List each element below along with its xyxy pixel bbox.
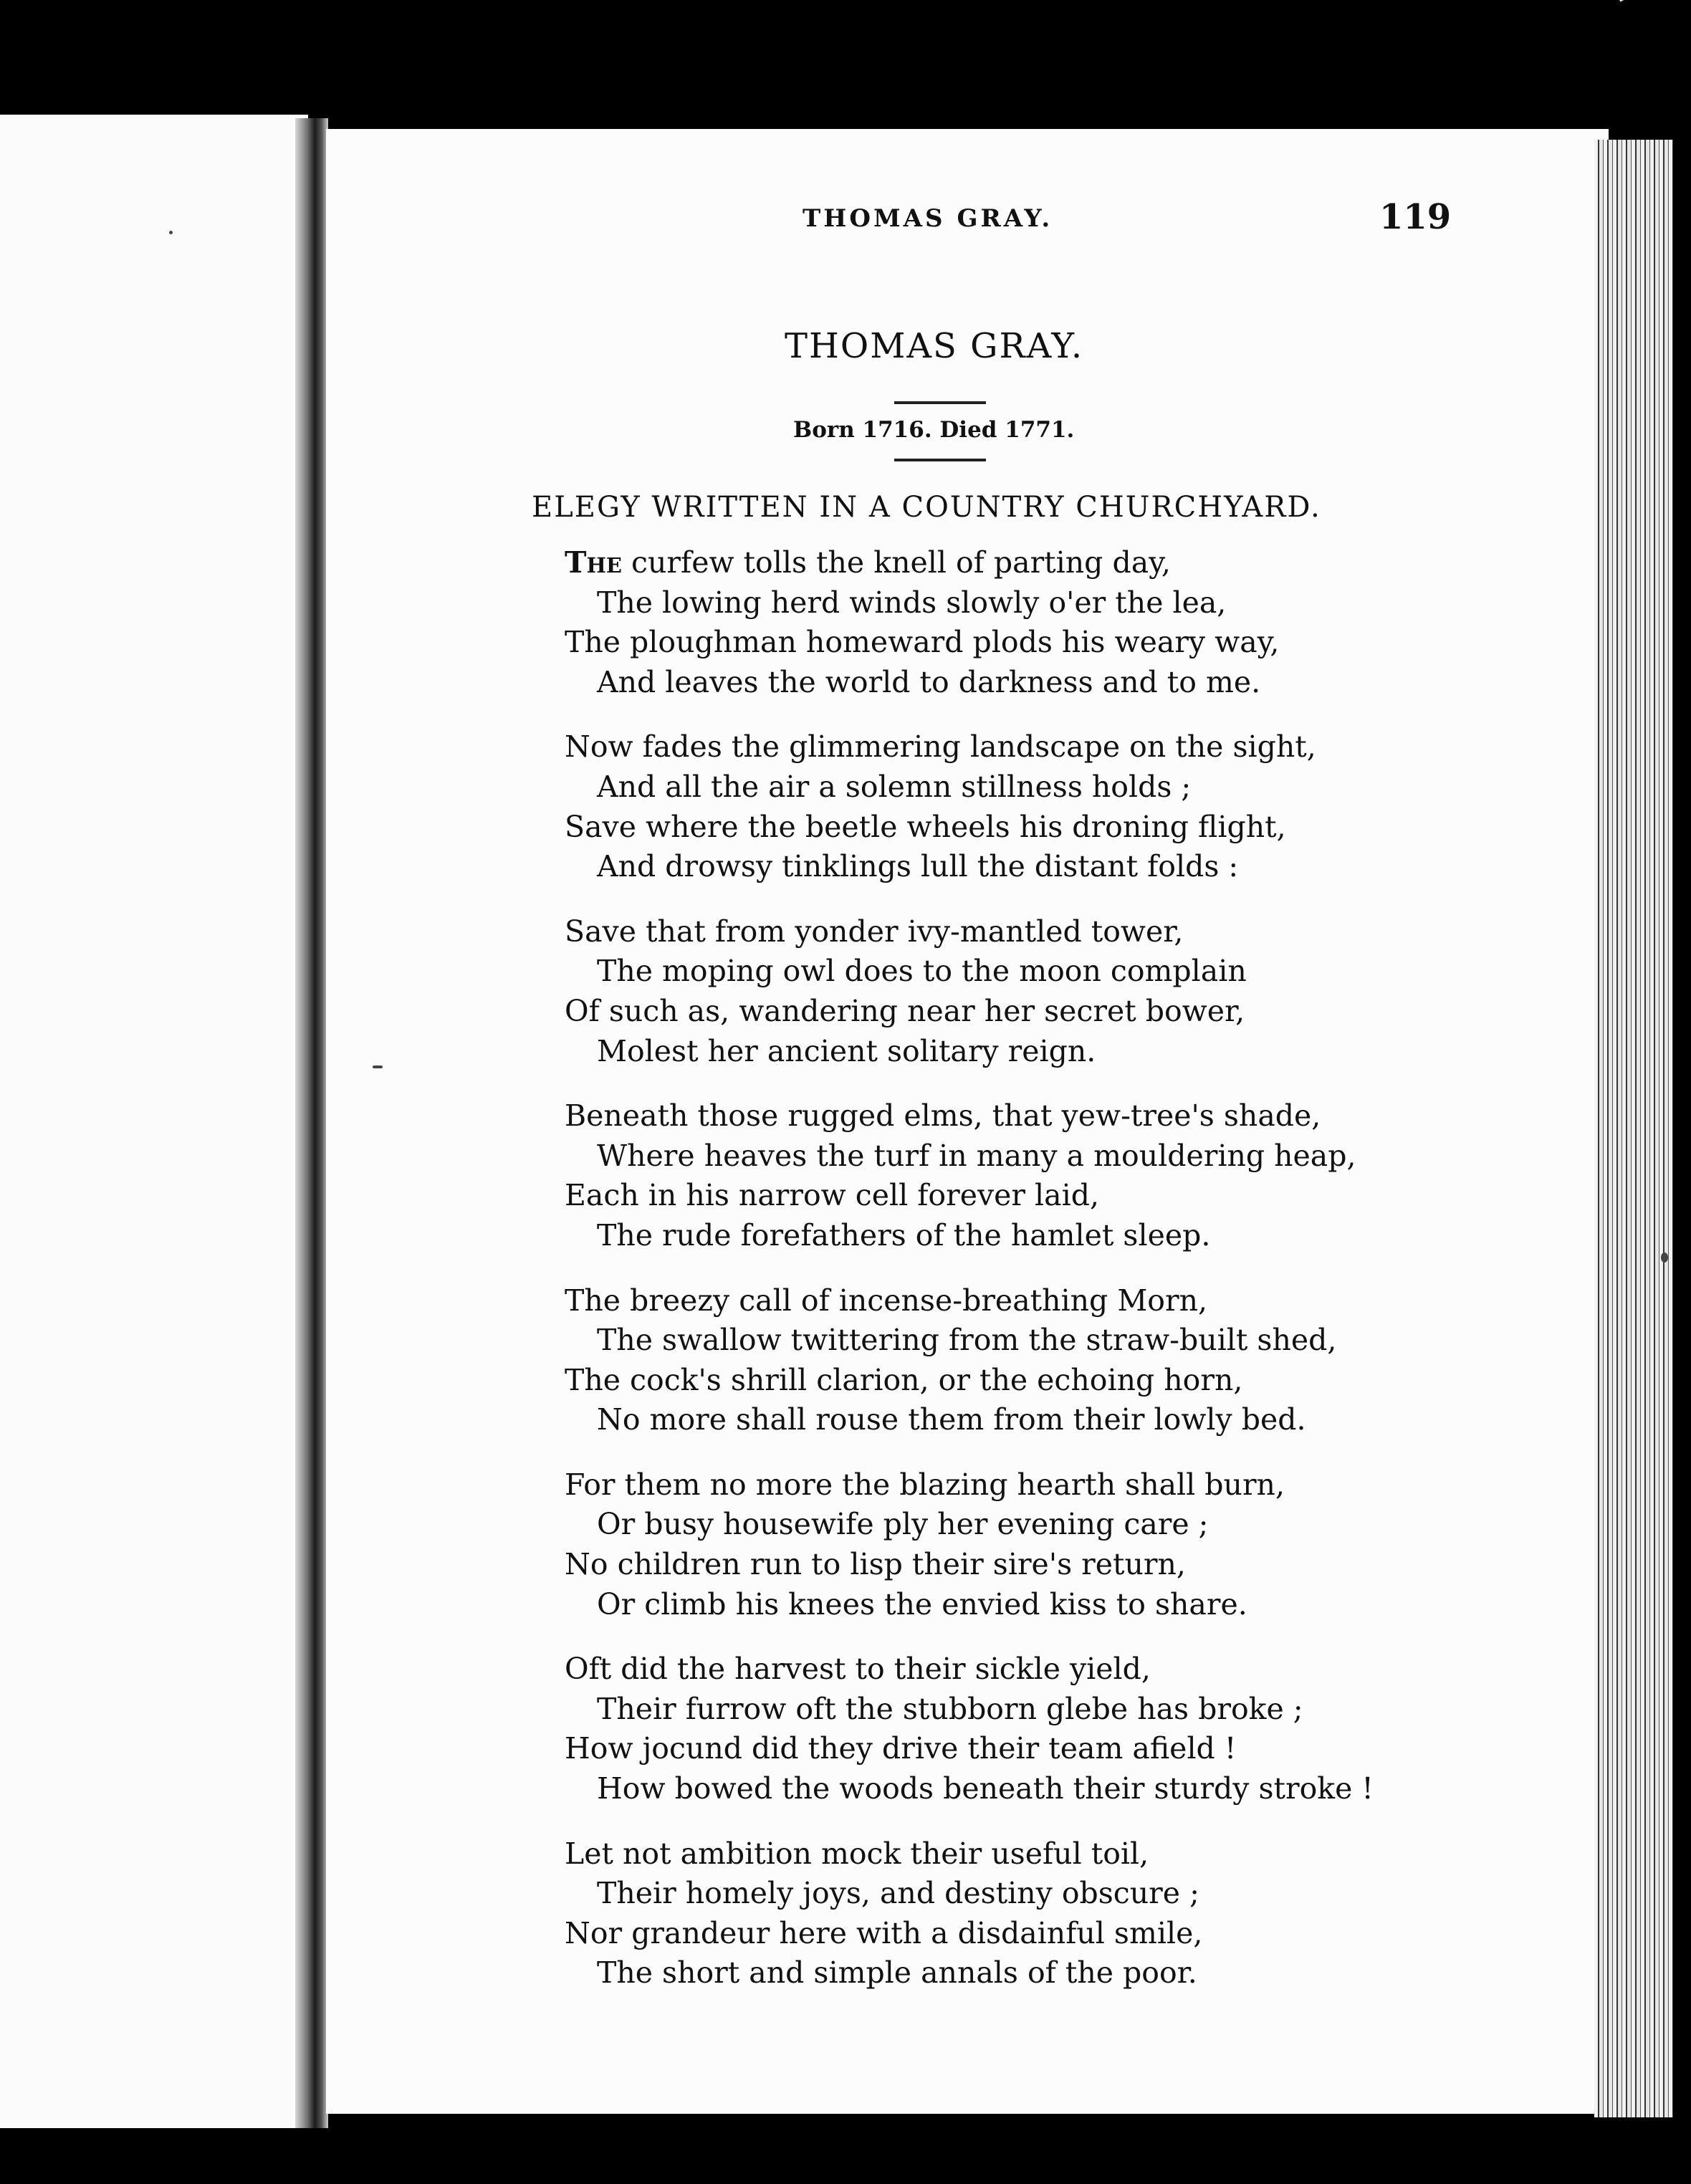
poem-line: And all the air a solemn stillness holds ;: [597, 769, 1192, 804]
stanza: [565, 1649, 1582, 1809]
poem-line: The moping owl does to the moon complain: [597, 954, 1247, 989]
stanza: [565, 543, 1582, 702]
stanza: [565, 727, 1582, 886]
page-edges: [1594, 140, 1673, 2117]
poem-line: Or busy housewife ply her evening care ;: [597, 1507, 1209, 1542]
poem-line: Beneath those rugged elms, that yew-tree's shade,: [565, 1098, 1321, 1134]
rule-below-dates: [894, 459, 986, 461]
poem-line: Their homely joys, and destiny obscure ;: [597, 1876, 1199, 1911]
stanza: [565, 1281, 1582, 1440]
poem-line: The cock's shrill clarion, or the echoing horn,: [565, 1362, 1243, 1397]
corner-mark: [1619, 0, 1691, 2]
running-head: THOMAS GRAY.: [803, 204, 1053, 233]
poem-line: Where heaves the turf in many a mouldering heap,: [597, 1138, 1356, 1173]
scan-speck: [373, 1065, 383, 1068]
scan-speck: [1661, 1253, 1668, 1263]
poem-line: The ploughman homeward plods his weary way,: [565, 625, 1280, 660]
poem-line: For them no more the blazing hearth shall burn,: [565, 1467, 1285, 1502]
scan-speck: [169, 231, 173, 234]
poem-line: How bowed the woods beneath their sturdy stroke !: [597, 1771, 1374, 1806]
first-line-rest: curfew tolls the knell of parting day,: [622, 545, 1171, 580]
poem-line: Their furrow oft the stubborn glebe has broke ;: [597, 1691, 1303, 1726]
poem-line: The swallow twittering from the straw-built shed,: [597, 1323, 1337, 1358]
poem-line: Molest her ancient solitary reign.: [597, 1033, 1096, 1068]
rule-above-dates: [894, 401, 986, 404]
poem-line: And leaves the world to darkness and to me.: [597, 664, 1261, 699]
poem-line: No more shall rouse them from their lowly bed.: [597, 1402, 1306, 1437]
page-title: THOMAS GRAY.: [785, 326, 1084, 366]
poem-line: And drowsy tinklings lull the distant folds :: [597, 849, 1239, 884]
poem-line: The rude forefathers of the hamlet sleep.: [597, 1217, 1211, 1253]
stanza: [565, 1465, 1582, 1624]
poem-line: Nor grandeur here with a disdainful smile,: [565, 1915, 1203, 1950]
poem-line: The short and simple annals of the poor.: [597, 1955, 1197, 1991]
poem-line: How jocund did they drive their team afield !: [565, 1731, 1237, 1766]
poem-line: Let not ambition mock their useful toil,: [565, 1836, 1149, 1871]
poem-line: The lowing herd winds slowly o'er the lea,: [597, 585, 1227, 620]
stanza: [565, 912, 1582, 1071]
poem-line: The breezy call of incense-breathing Morn,: [565, 1283, 1208, 1318]
poem-line: [565, 543, 1582, 583]
poem-line: Or climb his knees the envied kiss to share.: [597, 1586, 1247, 1622]
poem-line: Oft did the harvest to their sickle yield,: [565, 1652, 1151, 1687]
page-number: 119: [1379, 197, 1452, 237]
first-word-smallcaps: The: [565, 545, 623, 580]
author-dates: Born 1716. Died 1771.: [793, 417, 1075, 443]
poem-line: Save that from yonder ivy-mantled tower,: [565, 914, 1184, 949]
poem-line: Each in his narrow cell forever laid,: [565, 1178, 1099, 1213]
poem-line: No children run to lisp their sire's return,: [565, 1547, 1186, 1582]
poem-line: Of such as, wandering near her secret bower,: [565, 993, 1245, 1028]
poem-line: Now fades the glimmering landscape on the sight,: [565, 729, 1316, 765]
poem-body: [565, 543, 1582, 2018]
stanza: [565, 1834, 1582, 1993]
left-facing-page: [0, 115, 308, 2128]
book-gutter: [295, 118, 328, 2128]
poem-line: Save where the beetle wheels his droning flight,: [565, 809, 1286, 844]
stanza: [565, 1096, 1582, 1255]
poem-title: ELEGY WRITTEN IN A COUNTRY CHURCHYARD.: [532, 491, 1321, 524]
